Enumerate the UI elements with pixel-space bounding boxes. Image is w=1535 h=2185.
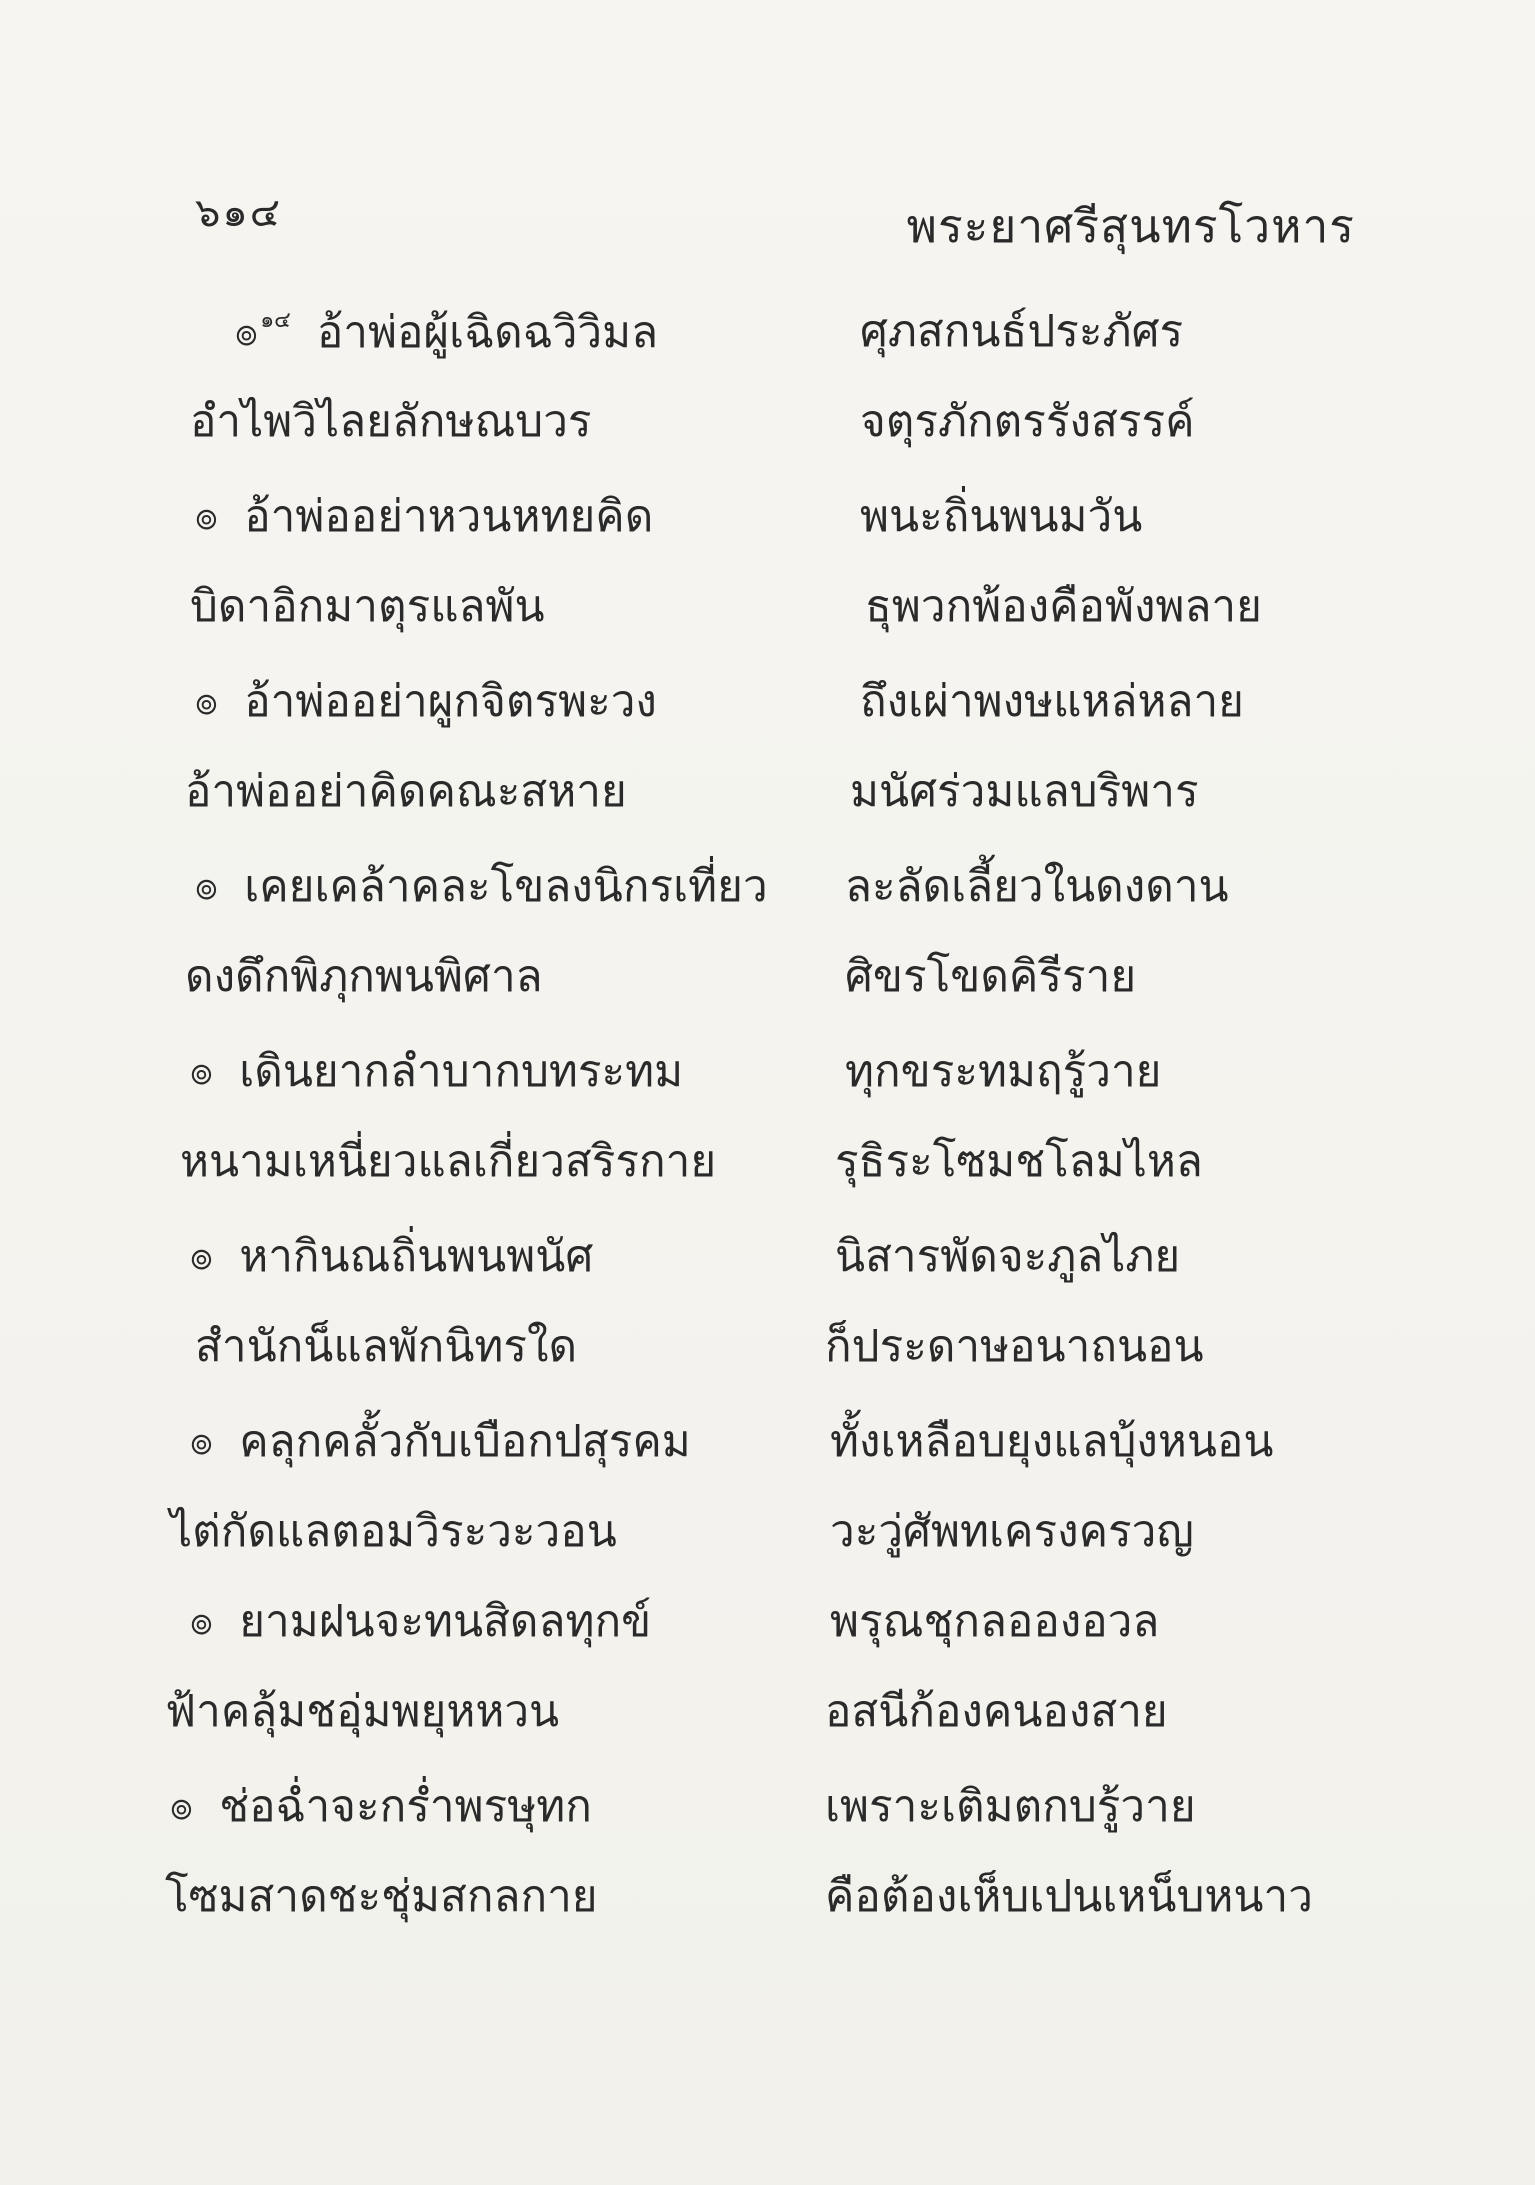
verse-line-right: ธุพวกพ้องคือพังพลาย — [865, 581, 1262, 632]
verse-text: ช่อฉ่ำจะกร่ำพรษุทก — [219, 1781, 592, 1832]
verse-line-left — [165, 1686, 560, 1737]
verse-text: ดงดึกพิภุกพนพิศาล — [185, 951, 543, 1002]
verse-text: คลุกคลั้วกับเบือกปสุรคม — [239, 1416, 691, 1467]
verse-text: หากินณถิ่นพนพนัศ — [239, 1231, 594, 1282]
verse-line-left — [170, 1506, 617, 1557]
verse-text: อ้าพ่ออย่าผูกจิตรพะวง — [244, 676, 657, 727]
verse-line-right: ทั้งเหลือบยุงแลบุ้งหนอน — [830, 1416, 1274, 1467]
verse-line-left — [190, 396, 592, 447]
verse-line-left — [180, 1136, 717, 1187]
verse-line-left — [190, 1596, 652, 1647]
running-title: พระยาศรีสุนทรโวหาร — [906, 199, 1355, 253]
page-number: ๖๑๔ — [195, 190, 283, 236]
verse-line-left — [190, 581, 545, 632]
verse-line-right: คือต้องเห็บเปนเหน็บหนาว — [825, 1871, 1313, 1922]
verse-text: เดินยากลำบากบทระทม — [239, 1046, 684, 1097]
verse-line-left — [185, 766, 627, 817]
stanza-marker: ๏ — [195, 494, 219, 538]
verse-text: ไต่กัดแลตอมวิระวะวอน — [170, 1506, 617, 1557]
verse-line-right: นิสารพัดจะภูลไภย — [835, 1231, 1181, 1282]
verse-text: สำนักน็แลพักนิทรใด — [195, 1321, 578, 1372]
verse-line-left — [190, 1231, 594, 1282]
verse-text: ยามฝนจะทนสิดลทุกข์ — [239, 1596, 652, 1647]
verse-text: หนามเหนี่ยวแลเกี่ยวสริรกาย — [180, 1136, 717, 1187]
stanza-marker: ๏ — [190, 1049, 214, 1093]
stanza-marker: ๏ — [190, 1419, 214, 1463]
verse-line-left — [195, 1321, 578, 1372]
verse-line-left — [190, 1046, 684, 1097]
verse-line-left — [195, 491, 654, 542]
verse-line-right: รุธิระโซมชโลมไหล — [835, 1136, 1203, 1187]
verse-line-right: ศิขรโขดคิรีราย — [845, 951, 1137, 1002]
stanza-marker: ๏ — [190, 1234, 214, 1278]
stanza-marker: ๏ — [195, 864, 219, 908]
verse-line-right: วะวู่ศัพทเครงครวญ — [830, 1506, 1194, 1557]
verse-line-left — [195, 861, 768, 912]
verse-text: อ้าพ่ออย่าหวนหทยคิด — [244, 491, 654, 542]
stanza-number: ๑๔ — [260, 308, 291, 333]
verse-line-left — [165, 1871, 598, 1922]
stanza-marker: ๏ — [195, 679, 219, 723]
verse-text: เคยเคล้าคละโขลงนิกรเที่ยว — [244, 861, 768, 912]
verse-line-right: ก็ประดาษอนาถนอน — [825, 1321, 1204, 1372]
verse-text: อ้าพ่อผู้เฉิดฉวิวิมล — [316, 307, 659, 358]
verse-text: อ้าพ่ออย่าคิดคณะสหาย — [185, 766, 627, 817]
verse-line-left — [235, 307, 659, 358]
verse-line-left — [195, 676, 657, 727]
verse-line-right: ทุกขระทมฤรู้วาย — [845, 1046, 1162, 1097]
stanza-marker: ๏$^{๑๔}$ — [235, 308, 291, 354]
verse-line-right: ละลัดเลี้ยวในดงดาน — [845, 861, 1229, 912]
verse-text: ฟ้าคลุ้มชอุ่มพยุหหวน — [165, 1686, 560, 1737]
verse-line-left — [170, 1781, 592, 1832]
verse-line-right: ศุภสกนธ์ประภัศร — [860, 306, 1184, 357]
verse-line-right: เพราะเติมตกบรู้วาย — [825, 1781, 1196, 1832]
stanza-marker: ๏ — [190, 1599, 214, 1643]
verse-line-right: จตุรภักตรรังสรรค์ — [860, 396, 1195, 447]
verse-line-left — [185, 951, 543, 1002]
verse-line-right: อสนีก้องคนองสาย — [825, 1686, 1168, 1737]
verse-line-right: ถึงเผ่าพงษแหล่หลาย — [860, 676, 1244, 727]
verse-line-right: มนัศร่วมแลบริพาร — [850, 766, 1199, 817]
verse-line-left — [190, 1416, 691, 1467]
verse-text: โซมสาดชะชุ่มสกลกาย — [165, 1871, 598, 1922]
stanza-marker: ๏ — [170, 1784, 194, 1828]
verse-line-right: พรุณชุกลอองอวล — [830, 1596, 1160, 1647]
verse-text: อำไพวิไลยลักษณบวร — [190, 396, 592, 447]
verse-text: บิดาอิกมาตุรแลพัน — [190, 581, 545, 632]
verse-line-right: พนะถิ่นพนมวัน — [860, 491, 1143, 542]
